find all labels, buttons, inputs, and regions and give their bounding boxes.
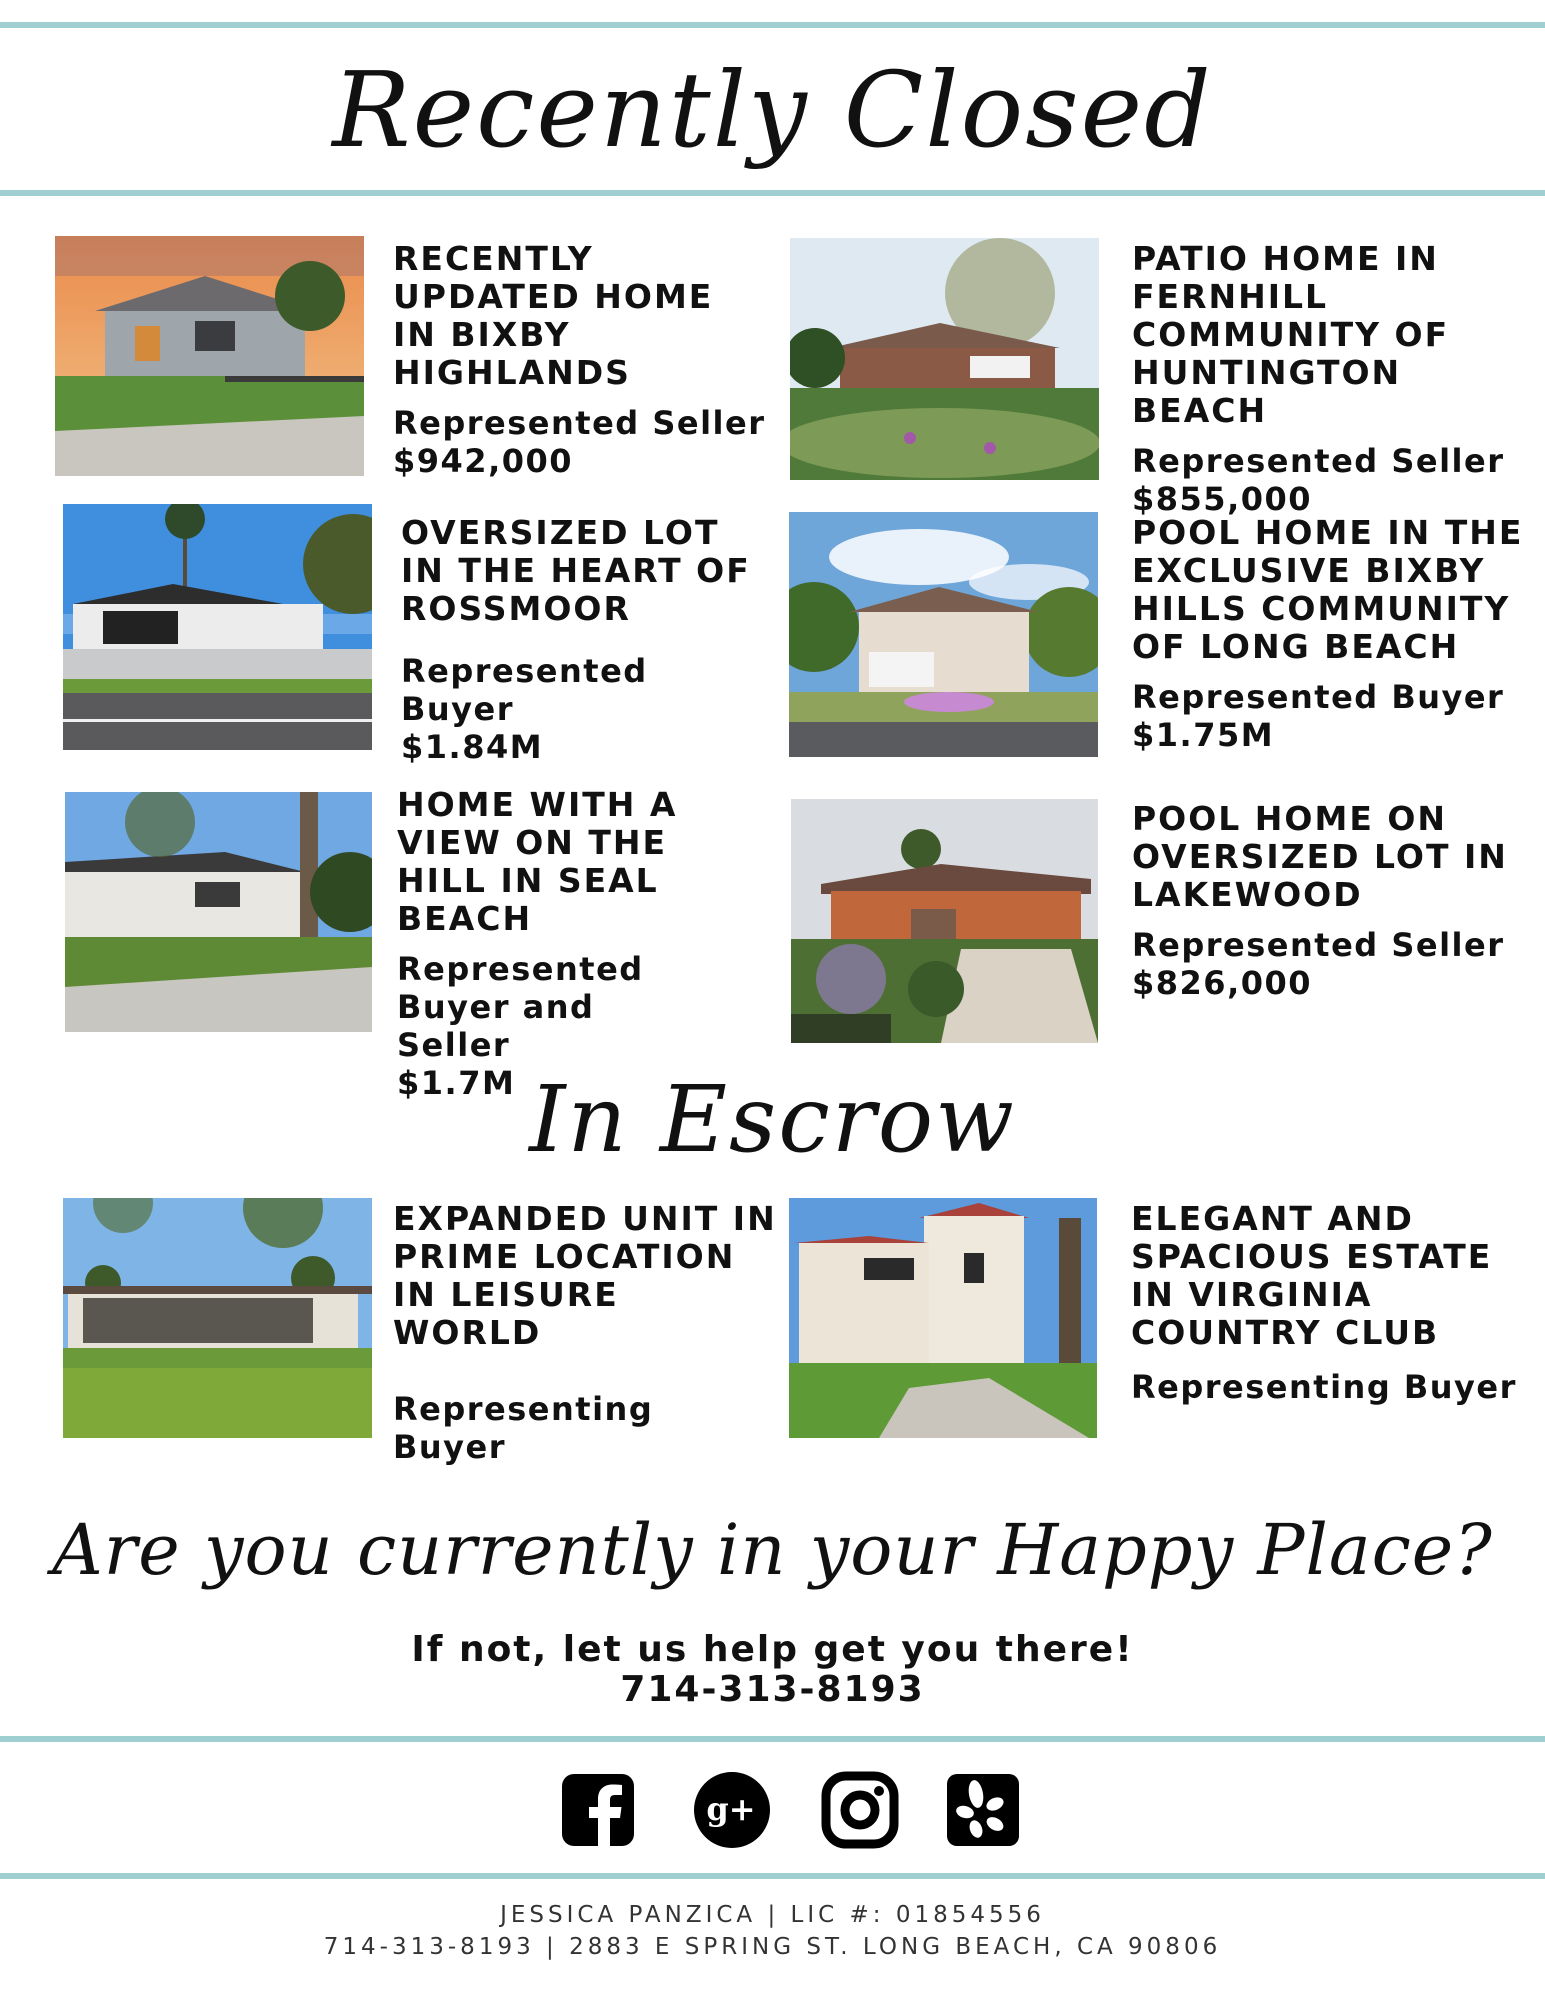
listing-bixby-highlands [393,240,768,480]
yelp-icon[interactable] [943,1770,1023,1850]
in-escrow-heading: In Escrow [529,1066,1016,1173]
listing-photo-seal-beach [65,792,372,1032]
listing-role: Representing Buyer [393,1390,654,1466]
svg-text:g+: g+ [706,1790,756,1828]
google-plus-icon[interactable] [692,1770,772,1850]
listing-role: Represented Seller [393,404,766,442]
listing-fernhill [1132,240,1532,518]
instagram-icon[interactable] [820,1770,900,1850]
listing-price: $1.84M [401,728,544,766]
listing-price: $855,000 [1132,480,1313,518]
listing-role: Represented Buyer and Seller [397,950,644,1064]
listing-photo-bixby-hills [789,512,1098,757]
cta-phone: 714-313-8193 [620,1669,925,1710]
footer-rule [0,1873,1545,1879]
listing-role: Representing Buyer [1131,1368,1517,1406]
listing-price: $1.7M [397,1064,516,1102]
escrow-virginia-country-club [1131,1200,1531,1406]
escrow-photo-leisure-world [63,1198,372,1438]
cta-line: If not, let us help get you there! [411,1629,1134,1670]
listing-title: ELEGANT AND SPACIOUS ESTATE IN VIRGINIA COUNTRY CLUB [1131,1199,1493,1352]
listing-seal-beach [397,786,767,1102]
listing-lakewood [1132,800,1532,1002]
cta-rule [0,1736,1545,1742]
listing-title: RECENTLY UPDATED HOME IN BIXBY HIGHLANDS [393,239,714,392]
listing-rossmoor [401,514,761,766]
listing-title: PATIO HOME IN FERNHILL COMMUNITY OF HUNTINGTON BEACH [1132,239,1450,430]
listing-bixby-hills [1132,514,1532,754]
escrow-leisure-world [393,1200,778,1466]
recently-closed-heading: Recently Closed [332,49,1213,171]
listing-photo-fernhill [790,238,1099,480]
escrow-photo-virginia-country-club [789,1198,1097,1438]
listing-photo-lakewood [791,799,1098,1043]
listing-role: Represented Buyer [401,652,648,728]
listing-role: Represented Buyer [1132,678,1505,716]
listing-role: Represented Seller [1132,442,1505,480]
listing-photo-rossmoor [63,504,372,750]
footer-license: JESSICA PANZICA | LIC #: 01854556 [500,1902,1045,1928]
listing-price: $826,000 [1132,964,1313,1002]
top-rule [0,22,1545,28]
listing-photo-bixby-highlands [55,236,364,476]
footer-contact: 714-313-8193 | 2883 E SPRING ST. LONG BEACH, CA 90806 [323,1934,1222,1960]
listing-title: POOL HOME ON OVERSIZED LOT IN LAKEWOOD [1132,799,1508,914]
listing-price: $1.75M [1132,716,1275,754]
listing-title: POOL HOME IN THE EXCLUSIVE BIXBY HILLS COMMUNITY OF LONG BEACH [1132,513,1524,666]
happy-place-question: Are you currently in your Happy Place? [52,1509,1493,1591]
listing-role: Represented Seller [1132,926,1505,964]
listing-title: EXPANDED UNIT IN PRIME LOCATION IN LEISURE WORLD [393,1199,777,1352]
facebook-icon[interactable] [558,1770,638,1850]
listing-title: HOME WITH A VIEW ON THE HILL IN SEAL BEACH [397,785,678,938]
title-rule [0,190,1545,196]
listing-title: OVERSIZED LOT IN THE HEART OF ROSSMOOR [401,513,751,628]
listing-price: $942,000 [393,442,574,480]
